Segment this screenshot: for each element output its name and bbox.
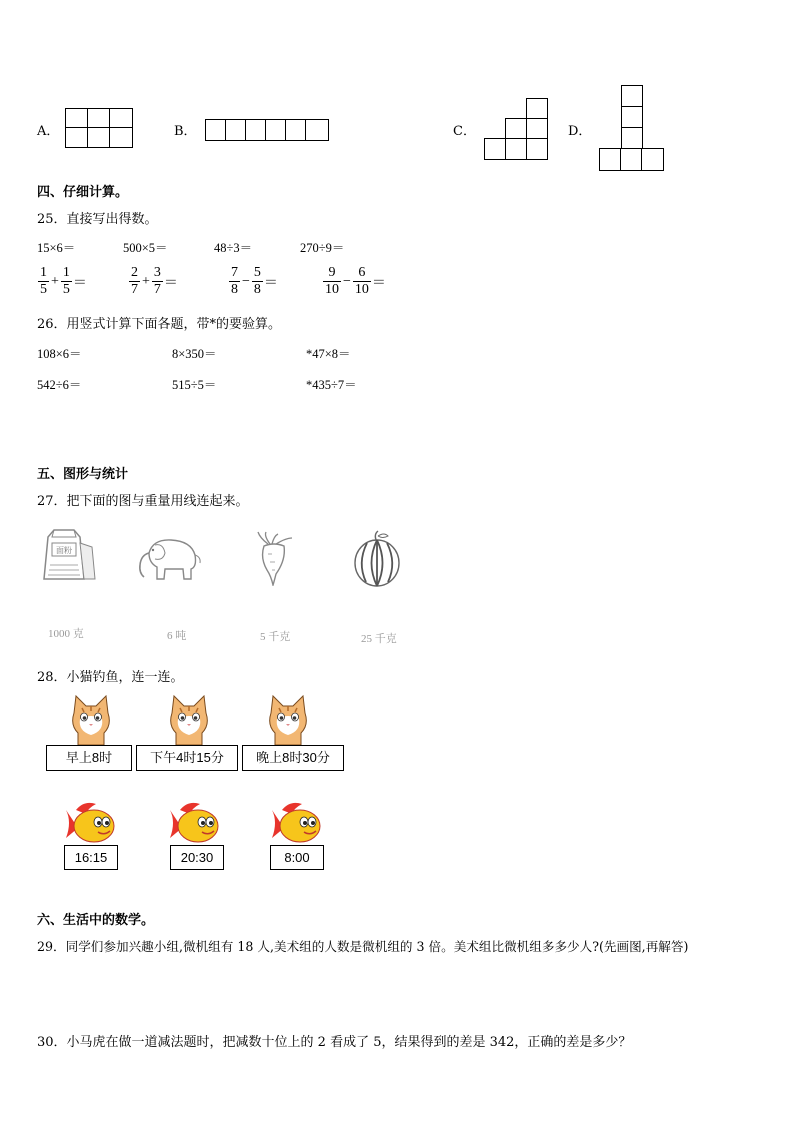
q26-expr-6: *435÷7＝ [306, 378, 357, 392]
option-a-label: A． [37, 124, 60, 139]
q25-fraction-3: 7 8 − 5 8 ＝ [231, 265, 278, 297]
q25-fraction-2: 2 7 + 3 7 ＝ [131, 265, 178, 297]
q26-title: 26．用竖式计算下面各题，带*的要验算。 [37, 317, 282, 332]
cat-icon-3 [265, 693, 311, 745]
section-6-heading: 六、生活中的数学。 [37, 913, 155, 928]
weight-label-1: 1000 克 [48, 628, 84, 640]
cat-time-label-1: 早上8时 [46, 745, 132, 771]
q29-text: 29．同学们参加兴趣小组,微机组有 18 人,美术组的人数是微机组的 3 倍。美术组比微机组多多少人?(先画图,再解答) [37, 939, 689, 954]
q25-expr-3: 48÷3＝ [214, 241, 253, 255]
svg-text:面粉: 面粉 [56, 546, 72, 555]
q26-expr-4: 542÷6＝ [37, 378, 82, 392]
cat-time-label-3: 晚上8时30分 [242, 745, 344, 771]
q25-expr-1: 15×6＝ [37, 241, 76, 255]
q26-expr-3: *47×8＝ [306, 347, 351, 361]
option-c-figure [484, 98, 550, 162]
fish-icon-2 [166, 800, 222, 846]
fish-time-label-3: 8:00 [270, 845, 324, 870]
q27-title: 27．把下面的图与重量用线连起来。 [37, 494, 249, 509]
cat-icon-1 [68, 693, 114, 745]
radish-image [252, 530, 298, 586]
flour-bag-image [40, 527, 98, 583]
weight-label-4: 25 千克 [361, 633, 397, 645]
watermelon-image [352, 530, 402, 588]
option-a-figure [65, 108, 135, 150]
section-4-heading: 四、仔细计算。 [37, 185, 129, 200]
section-5-heading: 五、图形与统计 [37, 467, 129, 482]
cat-time-label-2: 下午4时15分 [136, 745, 238, 771]
fish-time-label-2: 20:30 [170, 845, 224, 870]
option-d-label: D． [568, 124, 592, 139]
option-c-label: C． [453, 124, 476, 139]
q25-fraction-4: 9 10 − 6 10 ＝ [325, 265, 386, 297]
q25-title: 25．直接写出得数。 [37, 212, 158, 227]
fish-icon-1 [62, 800, 118, 846]
weight-label-3: 5 千克 [260, 631, 291, 643]
option-b-label: B． [174, 124, 197, 139]
q25-fraction-1: 1 5 + 1 5 ＝ [40, 265, 87, 297]
q26-expr-2: 8×350＝ [172, 347, 217, 361]
option-d-figure [599, 85, 665, 173]
fish-icon-3 [268, 800, 324, 846]
q28-title: 28．小猫钓鱼，连一连。 [37, 670, 184, 685]
q26-expr-1: 108×6＝ [37, 347, 82, 361]
q26-expr-5: 515÷5＝ [172, 378, 217, 392]
q30-text: 30．小马虎在做一道减法题时，把减数十位上的 2 看成了 5，结果得到的差是 342，正确的差是多少？ [37, 1035, 632, 1050]
cat-icon-2 [166, 693, 212, 745]
fish-time-label-1: 16:15 [64, 845, 118, 870]
elephant-image [137, 533, 203, 583]
weight-label-2: 6 吨 [167, 630, 187, 642]
option-b-figure [205, 119, 330, 143]
q25-expr-2: 500×5＝ [123, 241, 168, 255]
q25-expr-4: 270÷9＝ [300, 241, 345, 255]
